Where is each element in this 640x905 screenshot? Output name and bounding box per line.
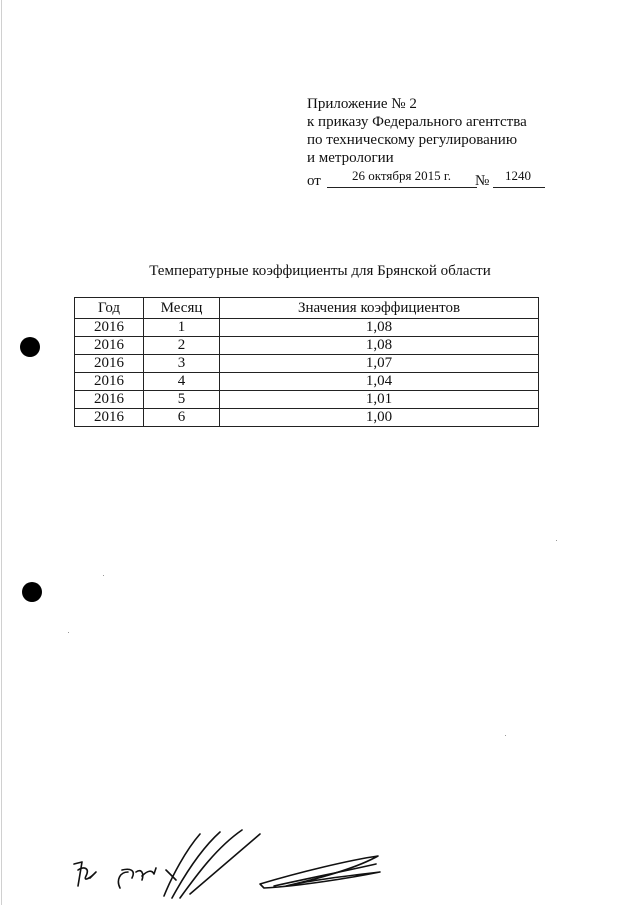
cell-month: 4 — [144, 373, 220, 391]
punch-hole-bottom — [22, 582, 42, 602]
cell-year: 2016 — [75, 337, 144, 355]
appendix-agency-line-2: и метрологии — [307, 150, 394, 166]
coefficients-table — [74, 297, 539, 427]
cell-month: 6 — [144, 409, 220, 427]
column-header-year: Год — [75, 298, 144, 319]
order-date: 26 октября 2015 г. — [351, 168, 452, 183]
cell-month: 3 — [144, 355, 220, 373]
cell-value: 1,08 — [220, 319, 539, 337]
scan-speck — [103, 575, 104, 576]
column-header-value: Значения коэффициентов — [220, 298, 539, 319]
punch-hole-top — [20, 337, 40, 357]
column-header-month: Месяц — [144, 298, 220, 319]
number-sign: № — [475, 173, 490, 189]
cell-year: 2016 — [75, 391, 144, 409]
page-edge — [1, 0, 2, 905]
order-date-number-line — [307, 168, 607, 190]
scan-speck — [556, 540, 557, 541]
cell-value: 1,07 — [220, 355, 539, 373]
cell-value: 1,04 — [220, 373, 539, 391]
appendix-number: Приложение № 2 — [307, 96, 417, 112]
table-row — [75, 319, 539, 337]
scan-speck — [68, 632, 69, 633]
cell-year: 2016 — [75, 373, 144, 391]
cell-year: 2016 — [75, 319, 144, 337]
table-row — [75, 373, 539, 391]
cell-value: 1,01 — [220, 391, 539, 409]
appendix-agency-line: по техническому регулированию — [307, 132, 518, 148]
cell-year: 2016 — [75, 409, 144, 427]
appendix-header — [307, 95, 607, 167]
cell-month: 2 — [144, 337, 220, 355]
cell-value: 1,08 — [220, 337, 539, 355]
table-row — [75, 409, 539, 427]
appendix-order-ref: к приказу Федерального агентства — [307, 114, 527, 130]
scan-speck — [505, 735, 506, 736]
cell-month: 1 — [144, 319, 220, 337]
handwritten-signature — [60, 820, 400, 900]
cell-month: 5 — [144, 391, 220, 409]
table-row — [75, 337, 539, 355]
table-row — [75, 355, 539, 373]
table-row — [75, 391, 539, 409]
table-header-row — [75, 298, 539, 319]
document-title: Температурные коэффициенты для Брянской области — [149, 263, 491, 279]
number-underline — [493, 187, 545, 188]
cell-value: 1,00 — [220, 409, 539, 427]
cell-year: 2016 — [75, 355, 144, 373]
order-number: 1240 — [505, 168, 531, 183]
date-underline — [327, 187, 477, 188]
date-prefix: от — [307, 173, 321, 189]
